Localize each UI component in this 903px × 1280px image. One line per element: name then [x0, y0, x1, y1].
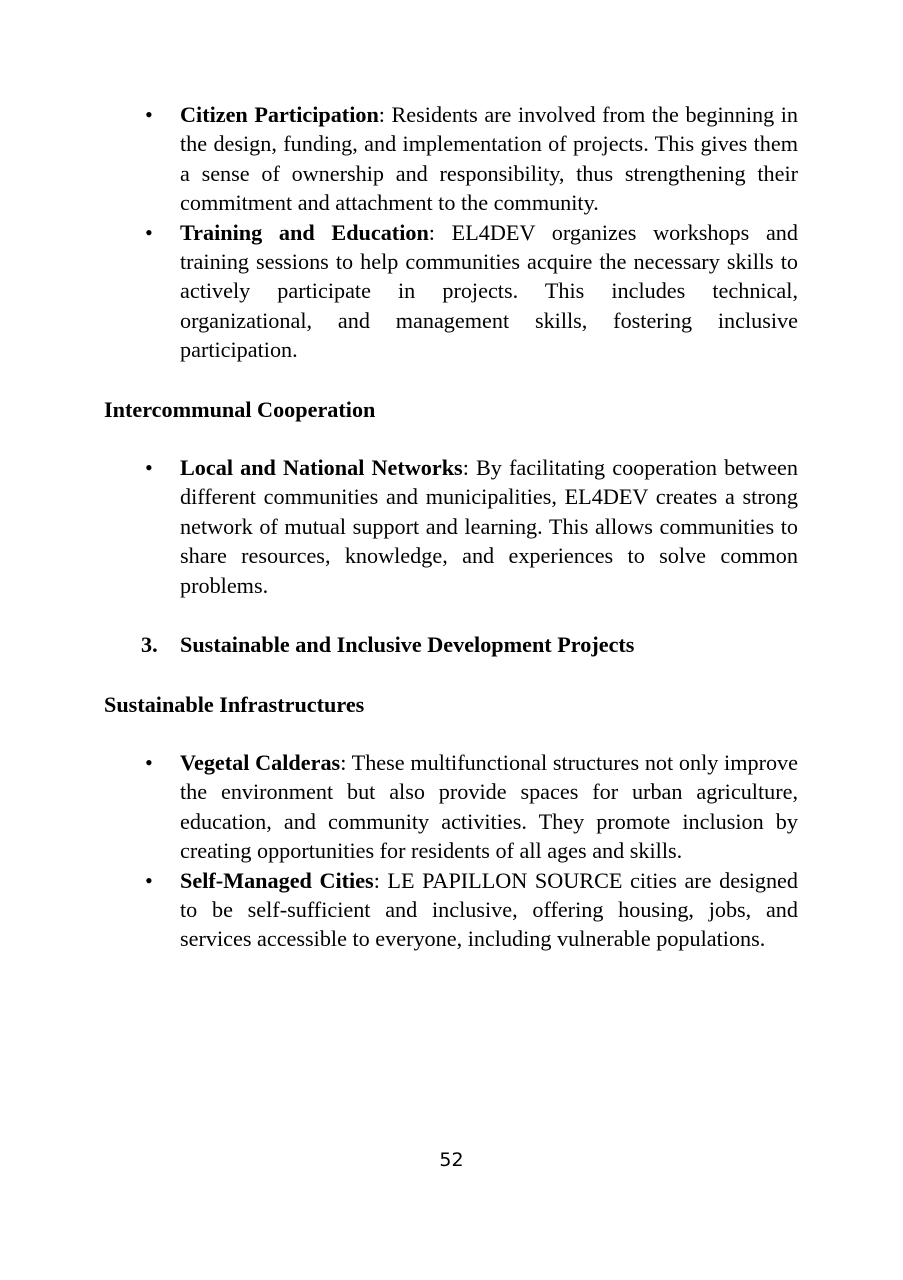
- list-item: [104, 748, 798, 866]
- section-heading-sustainable-infrastructures: Sustainable Infrastructures: [104, 691, 365, 717]
- spacer: [104, 365, 798, 395]
- list-item-body: : Residents are involved from the beginning in the design, funding, and implementation of projects. This gives them a sense of ownership and responsibility, thus strengthening their commitment and attachment to the community.: [180, 102, 798, 216]
- list-item-marker: 3.: [141, 632, 158, 658]
- bullet-list-networks: [104, 453, 798, 600]
- numbered-list-sustainable-projects: [104, 630, 798, 659]
- page-number: 52: [439, 1149, 464, 1171]
- list-item-lead: Training and Education: [180, 219, 429, 245]
- bullet-list-infrastructures: [104, 748, 798, 954]
- spacer: [104, 600, 798, 630]
- bullet-list-participation: [104, 100, 798, 365]
- list-item: [104, 218, 798, 365]
- list-item-lead: Self-Managed Cities: [180, 867, 374, 893]
- page-content: [104, 100, 798, 954]
- spacer: [104, 719, 798, 748]
- list-item-lead: Citizen Participation: [180, 102, 379, 127]
- list-item-body: : EL4DEV organizes workshops and training sessions to help communities acquire the necessary skills to actively participate in projects. This includes technical, organizational, and management skills, fostering inclusive participation.: [180, 219, 798, 363]
- list-item: [104, 100, 798, 218]
- list-item: [104, 866, 798, 954]
- list-item-lead: Local and National Networks: [180, 455, 463, 481]
- list-item-lead: Vegetal Calderas: [180, 749, 341, 775]
- spacer: [104, 660, 798, 690]
- numbered-list-item: [104, 630, 798, 659]
- list-item: [104, 453, 798, 600]
- spacer: [104, 424, 798, 453]
- list-item-body: : LE PAPILLON SOURCE cities are designed to be self-sufficient and inclusive, offering housing, jobs, and services accessible to everyone, including vulnerable populations.: [180, 867, 798, 952]
- section-heading-intercommunal-cooperation: Intercommunal Cooperation: [104, 396, 376, 422]
- numbered-list-item-text: Sustainable and Inclusive Development Projects: [180, 632, 635, 658]
- list-item-body: : By facilitating cooperation between different communities and municipalities, EL4DEV creates a strong network of mutual support and learning. This allows communities to share resources, knowledge, and experiences to solve common problems.: [180, 455, 798, 598]
- list-item-body: : These multifunctional structures not only improve the environment but also provide spaces for urban agriculture, education, and community activities. They promote inclusion by creating opportunities for residents of all ages and skills.: [180, 749, 798, 864]
